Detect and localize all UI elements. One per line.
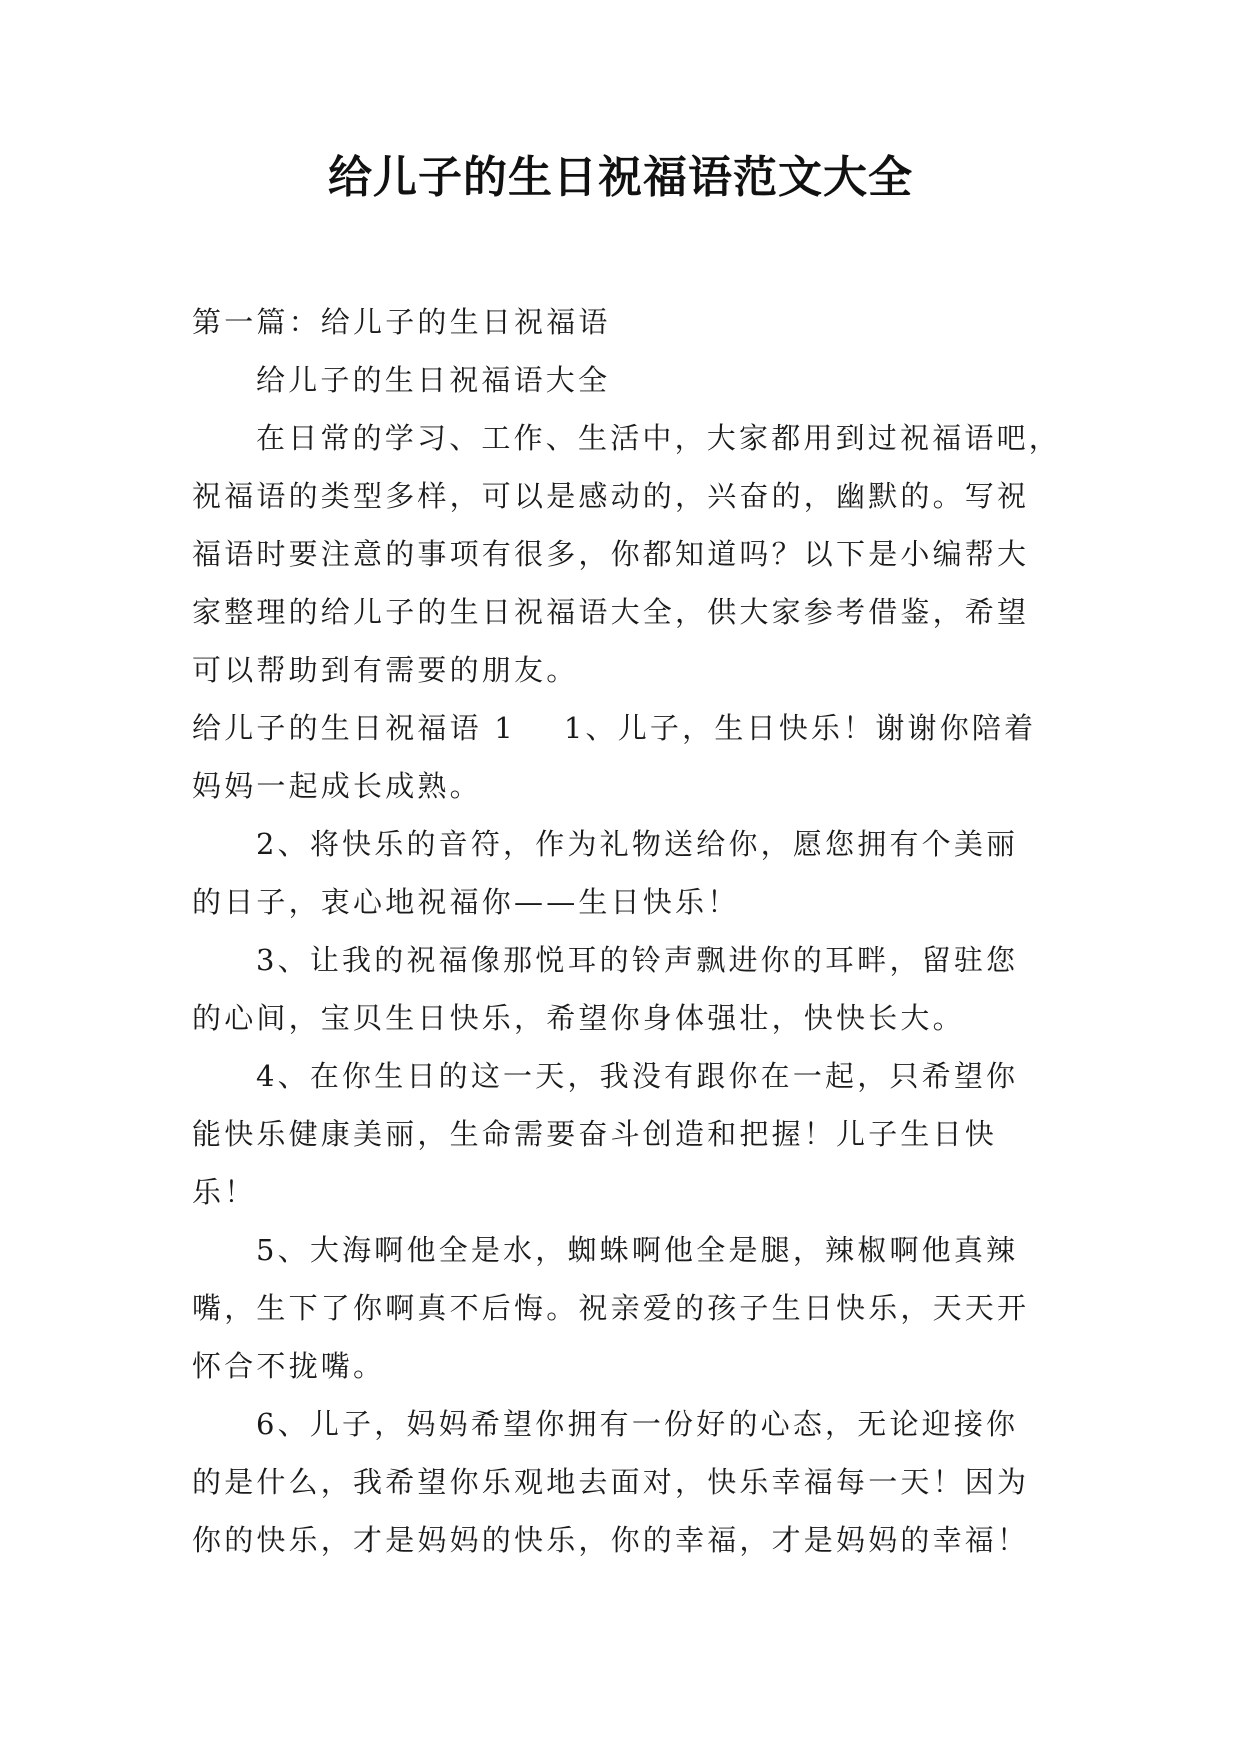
intro-line-2: 祝福语的类型多样，可以是感动的，兴奋的，幽默的。写祝 — [192, 479, 1030, 513]
intro-line-4: 家整理的给儿子的生日祝福语大全，供大家参考借鉴，希望 — [192, 595, 1030, 629]
subheading: 给儿子的生日祝福语大全 — [256, 363, 611, 397]
section-heading: 第一篇：给儿子的生日祝福语 — [192, 305, 611, 339]
document-body — [192, 293, 1062, 1569]
item-3-line-1: 3、让我的祝福像那悦耳的铃声飘进你的耳畔，留驻您 — [256, 943, 1019, 977]
item-6-line-1: 6、儿子，妈妈希望你拥有一份好的心态，无论迎接你 — [256, 1407, 1019, 1441]
intro-line-5: 可以帮助到有需要的朋友。 — [192, 653, 579, 687]
item-3-line-2: 的心间，宝贝生日快乐，希望你身体强壮，快快长大。 — [192, 1001, 965, 1035]
list-heading: 给儿子的生日祝福语 1 — [192, 711, 516, 745]
item-6-line-3: 你的快乐，才是妈妈的快乐，你的幸福，才是妈妈的幸福！ — [192, 1523, 1030, 1557]
item-4-line-3: 乐！ — [192, 1175, 257, 1209]
item-1-line-2: 妈妈一起成长成熟。 — [192, 769, 482, 803]
document-title: 给儿子的生日祝福语范文大全 — [328, 152, 913, 203]
item-1-line-1 — [192, 699, 1054, 757]
item-5-line-2: 嘴，生下了你啊真不后悔。祝亲爱的孩子生日快乐，天天开 — [192, 1291, 1030, 1325]
item-2-line-2: 的日子，衷心地祝福你——生日快乐！ — [192, 885, 740, 919]
intro-line-3: 福语时要注意的事项有很多，你都知道吗？以下是小编帮大 — [192, 537, 1030, 571]
item-5-line-1: 5、大海啊他全是水，蜘蛛啊他全是腿，辣椒啊他真辣 — [256, 1233, 1019, 1267]
item-4-line-2: 能快乐健康美丽，生命需要奋斗创造和把握！儿子生日快 — [192, 1117, 998, 1151]
item-6-line-2: 的是什么，我希望你乐观地去面对，快乐幸福每一天！因为 — [192, 1465, 1030, 1499]
item-4-line-1: 4、在你生日的这一天，我没有跟你在一起，只希望你 — [256, 1059, 1019, 1093]
intro-line-1: 在日常的学习、工作、生活中，大家都用到过祝福语吧， — [256, 421, 1062, 455]
item-5-line-3: 怀合不拢嘴。 — [192, 1349, 386, 1383]
item-1-start: 1、儿子，生日快乐！谢谢你陪着 — [563, 711, 1037, 745]
item-2-line-1: 2、将快乐的音符，作为礼物送给你，愿您拥有个美丽 — [256, 827, 1019, 861]
